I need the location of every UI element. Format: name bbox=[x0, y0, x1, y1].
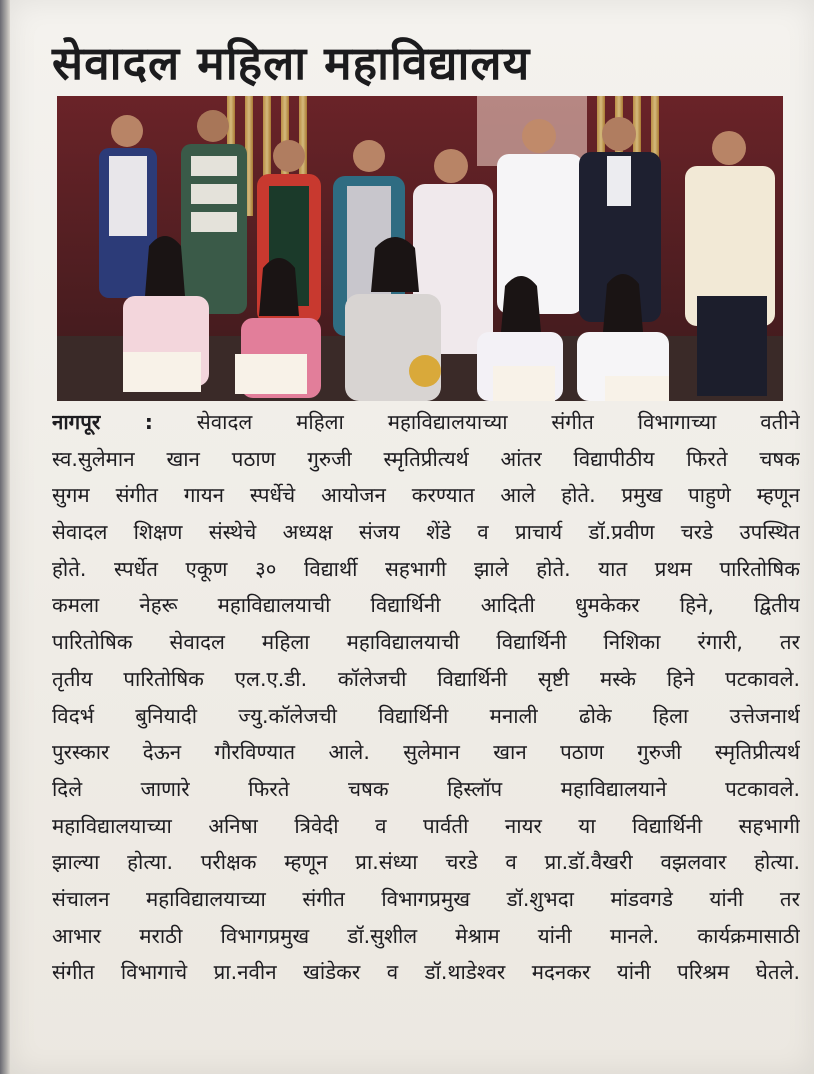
article-line: विदर्भ बुनियादी ज्यु.कॉलेजची विद्यार्थिनी मनाली ढोके हिला उत्तेजनार्थ bbox=[52, 703, 800, 728]
article-line: होते. स्पर्धेत एकूण ३० विद्यार्थी सहभागी झाले होते. यात प्रथम पारितोषिक bbox=[52, 556, 800, 581]
article-line: स्व.सुलेमान खान पठाण गुरुजी स्मृतिप्रीत्यर्थ आंतर विद्यापीठीय फिरते चषक bbox=[52, 446, 800, 471]
article-line: आभार मराठी विभागप्रमुख डॉ.सुशील मेश्राम यांनी मानले. कार्यक्रमासाठी bbox=[52, 923, 800, 948]
article-line: सेवादल शिक्षण संस्थेचे अध्यक्ष संजय शेंडे व प्राचार्य डॉ.प्रवीण चरडे उपस्थित bbox=[52, 520, 800, 545]
headline: सेवादल महिला महाविद्यालय bbox=[52, 36, 531, 90]
article-line-text: सेवादल महिला महाविद्यालयाच्या संगीत विभागाच्या वतीने bbox=[196, 410, 800, 434]
article-line: संचालन महाविद्यालयाच्या संगीत विभागप्रमुख डॉ.शुभदा मांडवगडे यांनी तर bbox=[52, 886, 800, 911]
article-line: पारितोषिक सेवादल महिला महाविद्यालयाची विद्यार्थिनी निशिका रंगारी, तर bbox=[52, 630, 800, 655]
group-photo bbox=[57, 96, 783, 401]
article-line: सुगम संगीत गायन स्पर्धेचे आयोजन करण्यात आले होते. प्रमुख पाहुणे म्हणून bbox=[52, 483, 800, 508]
article-line bbox=[52, 404, 800, 441]
dateline: नागपूर : bbox=[52, 410, 153, 434]
article-body bbox=[52, 404, 800, 1064]
article-line: झाल्या होत्या. परीक्षक म्हणून प्रा.संध्या चरडे व प्रा.डॉ.वैखरी वझलवार होत्या. bbox=[52, 850, 800, 875]
article-line: दिले जाणारे फिरते चषक हिस्लॉप महाविद्यालयाने पटकावले. bbox=[52, 776, 800, 801]
group-photo-icon bbox=[57, 96, 783, 401]
page-edge bbox=[0, 0, 10, 1074]
article-line: तृतीय पारितोषिक एल.ए.डी. कॉलेजची विद्यार्थिनी सृष्टी मस्के हिने पटकावले. bbox=[52, 666, 800, 691]
article-line: संगीत विभागाचे प्रा.नवीन खांडेकर व डॉ.थाडेश्वर मदनकर यांनी परिश्रम घेतले. bbox=[52, 960, 800, 985]
article-line: महाविद्यालयाच्या अनिषा त्रिवेदी व पार्वती नायर या विद्यार्थिनी सहभागी bbox=[52, 813, 800, 838]
article-line: पुरस्कार देऊन गौरविण्यात आले. सुलेमान खान पठाण गुरुजी स्मृतिप्रीत्यर्थ bbox=[52, 740, 800, 765]
article-line: कमला नेहरू महाविद्यालयाची विद्यार्थिनी आदिती धुमकेकर हिने, द्वितीय bbox=[52, 593, 800, 618]
